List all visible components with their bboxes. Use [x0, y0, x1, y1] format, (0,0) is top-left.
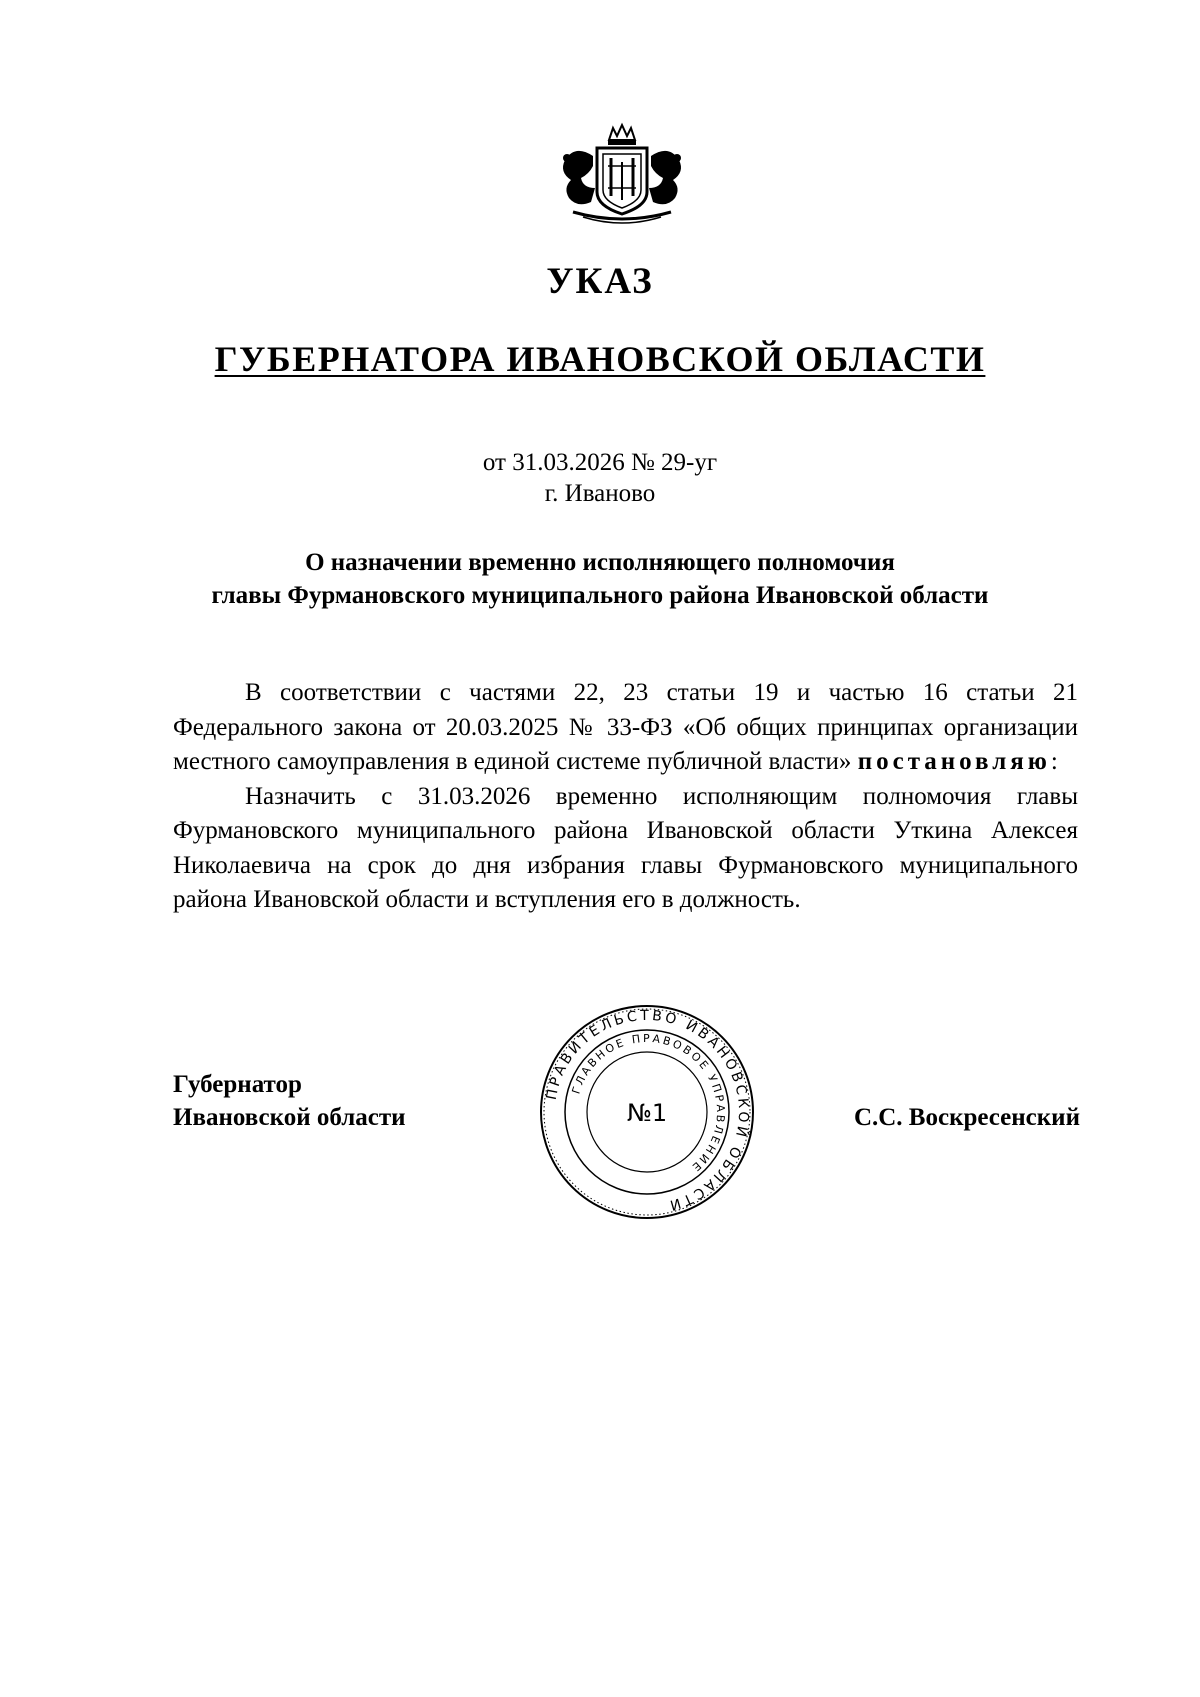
issuer-title-text: ГУБЕРНАТОРА ИВАНОВСКОЙ ОБЛАСТИ	[214, 339, 986, 379]
body-paragraph-1	[173, 676, 1078, 780]
signatory-position-line-1: Губернатор	[173, 1071, 302, 1098]
paragraph-1-end: :	[1050, 748, 1058, 775]
svg-text:ГЛАВНОЕ ПРАВОВОЕ УПРАВЛЕНИЕ: ГЛАВНОЕ ПРАВОВОЕ УПРАВЛЕНИЕ	[569, 1031, 728, 1175]
resolution-keyword: постановляю	[857, 748, 1051, 775]
document-date-number: от 31.03.2026 № 29-уг	[482, 449, 718, 476]
document-city: г. Иваново	[544, 480, 656, 507]
issuer-title	[0, 339, 1200, 379]
subject-line-1: О назначении временно исполняющего полномочия	[305, 549, 895, 576]
signatory-name: С.С. Воскресенский	[853, 1104, 1080, 1131]
signatory-position	[173, 1068, 406, 1134]
official-seal-stamp	[538, 1003, 756, 1221]
coat-of-arms-icon	[553, 122, 691, 224]
subject-line-2: главы Фурмановского муниципального района Ивановской области	[211, 582, 989, 609]
document-meta	[0, 447, 1200, 509]
svg-text:ПРАВИТЕЛЬСТВО ИВАНОВСКОЙ ОБЛАС: ПРАВИТЕЛЬСТВО ИВАНОВСКОЙ ОБЛАСТИ	[543, 1007, 752, 1214]
document-type-title: УКАЗ	[546, 261, 654, 302]
paragraph-1-text: В соответствии с частями 22, 23 статьи 19 и частью 16 статьи 21 Федерального закона от 20.03.2025 № 33-ФЗ «Об общих принципах организации местного самоуправления в единой системе публичной власти»	[173, 679, 1078, 775]
signatory-position-line-2: Ивановской области	[173, 1104, 406, 1131]
body-paragraph-2: Назначить с 31.03.2026 временно исполняющим полномочия главы Фурмановского муниципального района Ивановской области Уткина Алексея Николаевича на срок до дня избрания главы Фурмановского муниципального района Ивановской области и вступления его в должность.	[173, 782, 1078, 913]
document-body	[173, 676, 1078, 918]
document-subject	[0, 546, 1200, 612]
svg-text:№1: №1	[626, 1099, 668, 1127]
